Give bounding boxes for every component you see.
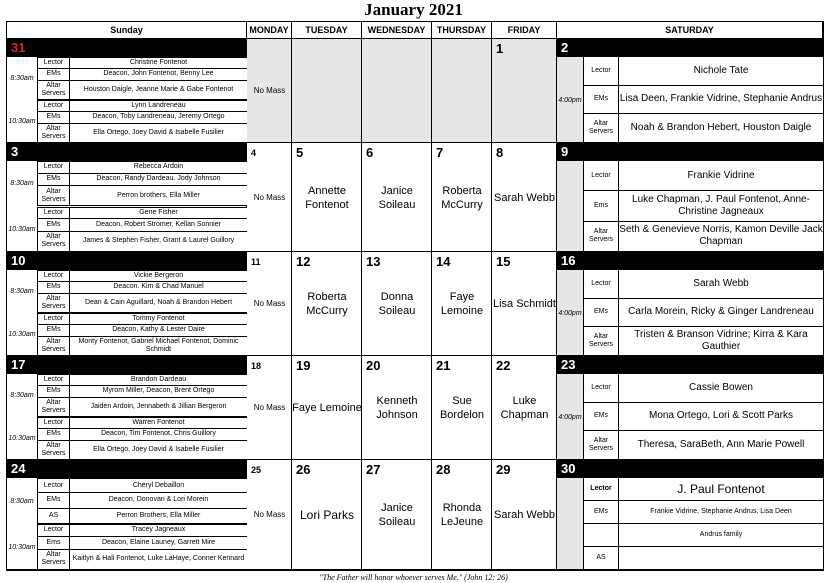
mass-time	[557, 478, 583, 570]
assignment-row	[37, 100, 247, 112]
role-label: EMs	[38, 386, 70, 397]
header-saturday: SATURDAY	[557, 22, 823, 39]
mass-time: 8:30am	[10, 392, 34, 399]
page-title: January 2021	[364, 0, 463, 19]
role-label: Altar Servers	[38, 232, 70, 251]
assignment-row	[37, 69, 247, 81]
assigned-names: Frankie Vidrine	[687, 169, 755, 181]
day-number: 12	[296, 254, 311, 269]
day-number: 13	[366, 254, 381, 269]
role-label: Altar Servers	[38, 550, 70, 569]
calendar-grid	[6, 21, 824, 571]
mass-time: 10:30am	[8, 435, 36, 442]
assignment-row	[37, 219, 247, 232]
saturday-assignment-row	[583, 222, 823, 252]
day-number: 15	[496, 254, 511, 269]
sunday-date-band	[7, 356, 247, 374]
assignment-row	[37, 57, 247, 69]
assigned-names: Noah & Brandon Hebert, Houston Daigle	[630, 122, 812, 134]
day-assignment: Luke Chapman	[500, 395, 549, 421]
header-friday: FRIDAY	[492, 22, 557, 39]
saturday-assignment-row	[583, 191, 823, 221]
day-assignment: Sarah Webb	[494, 509, 555, 521]
saturday-assignment-row	[583, 403, 823, 432]
assigned-names: Ella Ortego, Joey David & Isabelle Fusilier	[70, 441, 247, 459]
day-assignment: No Mass	[253, 510, 286, 519]
role-label: Lector	[38, 162, 70, 173]
saturday-assignment-row	[583, 57, 823, 86]
day-number: 5	[296, 145, 304, 160]
role-label: Altar Servers	[38, 124, 70, 142]
day-assignment: Donna Soileau	[378, 291, 416, 317]
mass-time: 8:30am	[10, 497, 34, 505]
mass-time: 4:00pm	[558, 309, 582, 317]
role-label: Altar Servers	[38, 186, 70, 205]
assigned-names: Cassie Bowen	[689, 381, 753, 393]
assigned-names: Jaiden Ardoin, Jennabeth & Jillian Bergeron	[70, 398, 247, 416]
footer-quote: "The Father will honor whoever serves Me." (John 12: 26)	[319, 573, 508, 582]
assignment-row	[37, 270, 247, 282]
day-assignment: Janice Soileau	[378, 502, 416, 528]
header-sunday: Sunday	[7, 22, 247, 39]
role-label: Lector	[584, 57, 619, 85]
day-number: 6	[366, 145, 374, 160]
saturday-date-band	[557, 252, 823, 270]
assignment-row	[37, 386, 247, 398]
role-label: Lector	[38, 375, 70, 385]
assigned-names: Tristen & Branson Vidrine; Kirra & Kara Gauthier	[634, 329, 808, 353]
assignment-row	[37, 417, 247, 429]
sunday-date-band	[7, 143, 247, 161]
day-assignment: Faye Lemoine	[440, 291, 484, 317]
assigned-names: Luke Chapman, J. Paul Fontenot, Anne-Christine Jagneaux	[632, 193, 810, 217]
day-assignment: Lisa Schmidt	[493, 298, 556, 310]
assigned-names: Dean & Cain Aguillard, Noah & Brandon Hebert	[70, 294, 247, 312]
assigned-names: Warren Fontenot	[70, 418, 247, 428]
assigned-names: Sarah Webb	[693, 277, 749, 289]
role-label: Lector	[38, 479, 70, 492]
saturday-date-band	[557, 39, 823, 57]
role-label: Altar Servers	[584, 431, 619, 459]
role-label: EMs	[584, 403, 619, 431]
assignment-row	[37, 441, 247, 460]
header-monday: MONDAY	[247, 22, 292, 39]
role-label: Lector	[38, 418, 70, 428]
day-number: 20	[366, 358, 381, 373]
day-assignment: No Mass	[253, 192, 286, 202]
day-assignment	[492, 57, 557, 125]
day-assignment: Lori Parks	[299, 508, 355, 522]
day-assignment: Faye Lemoine	[292, 402, 362, 414]
sunday-date: 3	[11, 144, 19, 159]
assigned-names: Ella Ortego, Joey David & Isabelle Fusilier	[70, 124, 247, 142]
assigned-names: Lisa Deen, Frankie Vidrine, Stephanie Andrus	[619, 93, 823, 105]
role-label: Lector	[38, 101, 70, 111]
saturday-date-band	[557, 143, 823, 161]
sunday-date: 17	[11, 357, 26, 372]
assigned-names: Brandon Dardeau	[70, 375, 247, 385]
header-thursday: THURSDAY	[432, 22, 492, 39]
day-assignment: Roberta McCurry	[306, 291, 348, 317]
assigned-names: James & Stephen Fisher, Grant & Laurel Guillory	[70, 232, 247, 251]
day-number: 19	[296, 358, 311, 373]
assigned-names: Cheryl Debaillon	[70, 479, 247, 492]
assigned-names: Myrom Miller, Deacon, Brent Ortego	[70, 386, 247, 397]
mass-time	[557, 161, 583, 252]
role-label: Ems	[584, 191, 619, 220]
assigned-names: Deacon, Tim Fontenot, Chris Guillory	[70, 429, 247, 440]
day-assignment: Sue Bordelon	[439, 395, 485, 421]
saturday-date: 30	[561, 461, 576, 476]
saturday-assignment-row	[583, 374, 823, 403]
mass-time: 10:30am	[8, 225, 36, 233]
day-number: 26	[296, 462, 311, 477]
role-label: Lector	[584, 161, 619, 190]
role-label: Altar Servers	[584, 222, 619, 251]
saturday-date: 2	[561, 40, 569, 55]
role-label: Altar Servers	[584, 114, 619, 142]
assigned-names: Frankie Vidrine, Stephanie Andrus, Lisa Deen	[650, 508, 792, 515]
saturday-assignment-row	[583, 501, 823, 524]
role-label: EMs	[38, 429, 70, 440]
assigned-names: Deacon, Robert Stromer, Kellan Sonnier	[70, 219, 247, 231]
assigned-names: Tommy Fontenot	[70, 314, 247, 324]
assignment-row	[37, 374, 247, 386]
assigned-names: Kaitlyn & Hali Fontenot, Luke LaHaye, Conner Kennard	[70, 550, 247, 569]
assigned-names	[619, 547, 823, 569]
assigned-names: Deacon, Kathy & Lester Daire	[70, 325, 247, 336]
assignment-row	[37, 493, 247, 508]
assigned-names: Deacon, John Fontenot, Benny Lee	[70, 69, 247, 80]
role-label: Altar Servers	[38, 441, 70, 459]
day-number: 4	[251, 148, 257, 158]
mass-time: 8:30am	[10, 75, 34, 82]
assigned-names: Gene Fisher	[70, 208, 247, 219]
day-number: 27	[366, 462, 381, 477]
role-label: Lector	[38, 271, 70, 281]
assigned-names: Deacon, Toby Landreneau, Jeremy Ortego	[70, 112, 247, 123]
assigned-names: Deacon. Kim & Chad Manuel	[70, 282, 247, 293]
role-label: AS	[584, 547, 619, 569]
assignment-row	[37, 524, 247, 537]
mass-time: 10:30am	[8, 543, 36, 551]
role-label: Altar Servers	[38, 398, 70, 416]
day-assignment	[292, 57, 362, 125]
day-assignment: Kenneth Johnson	[376, 395, 418, 421]
saturday-date: 9	[561, 144, 569, 159]
assigned-names: Houston Daigle, Jeanne Marie & Gabe Fontenot	[70, 81, 247, 99]
assignment-row	[37, 313, 247, 325]
assigned-names: Deacon, Donovan & Lori Morein	[70, 493, 247, 507]
day-assignment	[362, 57, 432, 125]
assignment-row	[37, 325, 247, 337]
assigned-names: Deacon, Randy Dardeau. Jody Johnson	[70, 174, 247, 186]
saturday-assignment-row	[583, 270, 823, 299]
day-assignment: Roberta McCurry	[441, 184, 483, 211]
saturday-date: 23	[561, 357, 576, 372]
role-label: EMs	[584, 501, 619, 523]
role-label: Lector	[38, 208, 70, 219]
role-label: Lector	[584, 374, 619, 402]
day-number: 7	[436, 145, 444, 160]
day-number: 28	[436, 462, 451, 477]
sunday-date: 10	[11, 253, 26, 268]
assignment-row	[37, 232, 247, 252]
mass-time: 4:00pm	[558, 96, 582, 104]
assignment-row	[37, 294, 247, 313]
mass-time: 10:30am	[8, 331, 36, 338]
mass-time: 8:30am	[10, 180, 34, 188]
assigned-names: Christine Fontenot	[70, 58, 247, 68]
day-number: 21	[436, 358, 451, 373]
assigned-names: Tracey Jagneaux	[70, 525, 247, 536]
assignment-row	[37, 337, 247, 356]
assignment-row	[37, 161, 247, 174]
role-label: EMs	[584, 299, 619, 327]
saturday-date-band	[557, 460, 823, 478]
day-assignment: No Mass	[253, 403, 286, 412]
day-assignment: No Mass	[253, 86, 286, 95]
day-assignment	[432, 57, 492, 125]
role-label	[584, 524, 619, 546]
saturday-assignment-row	[583, 299, 823, 328]
assigned-names: Rebecca Ardoin	[70, 162, 247, 173]
assignment-row	[37, 398, 247, 417]
role-label: AS	[38, 509, 70, 523]
assignment-row	[37, 537, 247, 550]
assigned-names: Vickie Bergeron	[70, 271, 247, 281]
assigned-names: J. Paul Fontenot	[677, 482, 765, 496]
saturday-assignment-row	[583, 431, 823, 460]
day-assignment: No Mass	[253, 299, 286, 308]
mass-time: 10:30am	[8, 118, 36, 125]
assigned-names: Monty Fontenot, Gabriel Michael Fontenot, Dominic Schmidt	[70, 337, 247, 355]
saturday-assignment-row	[583, 114, 823, 143]
assigned-names: Lynn Landreneau	[70, 101, 247, 111]
assigned-names: Andrus family	[699, 531, 743, 538]
saturday-assignment-row	[583, 86, 823, 115]
role-label: EMs	[38, 112, 70, 123]
assignment-row	[37, 509, 247, 524]
sunday-date: 31	[11, 40, 26, 55]
role-label: EMs	[38, 493, 70, 507]
role-label: Lector	[38, 314, 70, 324]
mass-time: 4:00pm	[558, 413, 582, 421]
day-number: 11	[251, 257, 261, 267]
assignment-row	[37, 282, 247, 294]
header-wednesday: WEDNESDAY	[362, 22, 432, 39]
day-number: 8	[496, 145, 504, 160]
role-label: Ems	[38, 537, 70, 549]
saturday-assignment-row	[583, 547, 823, 570]
role-label: Altar Servers	[38, 337, 70, 355]
assigned-names: Theresa, SaraBeth, Ann Marie Powell	[637, 439, 805, 451]
assigned-names: Perron Brothers, Ella Miller	[70, 509, 247, 523]
assignment-row	[37, 81, 247, 100]
sunday-date-band	[7, 252, 247, 270]
day-number: 1	[496, 41, 504, 56]
assignment-row	[37, 174, 247, 187]
sunday-date: 24	[11, 461, 26, 476]
day-number: 22	[496, 358, 511, 373]
role-label: EMs	[38, 219, 70, 231]
saturday-date: 16	[561, 253, 576, 268]
role-label: Lector	[38, 525, 70, 536]
day-assignment: Rhonda LeJeune	[440, 502, 484, 528]
assigned-names: Nichole Tate	[693, 64, 749, 76]
saturday-assignment-row	[583, 327, 823, 356]
assignment-row	[37, 429, 247, 441]
day-assignment: Sarah Webb	[494, 191, 555, 204]
saturday-assignment-row	[583, 524, 823, 547]
assigned-names: Perron brothers, Ella Miller	[70, 186, 247, 205]
role-label: EMs	[38, 174, 70, 186]
assigned-names: Seth & Genevieve Norris, Kamon Deville Jack Chapman	[619, 224, 823, 248]
role-label: Lector	[584, 270, 619, 298]
day-assignment: Annette Fontenot	[305, 184, 349, 211]
role-label: Lector	[584, 478, 619, 500]
saturday-assignment-row	[583, 478, 823, 501]
saturday-date-band	[557, 356, 823, 374]
day-number: 14	[436, 254, 451, 269]
day-assignment: Janice Soileau	[378, 184, 416, 211]
assignment-row	[37, 478, 247, 493]
assignment-row	[37, 550, 247, 570]
role-label: EMs	[38, 282, 70, 293]
role-label: Altar Servers	[584, 327, 619, 355]
role-label: EMs	[38, 325, 70, 336]
role-label: EMs	[38, 69, 70, 80]
assigned-names: Mona Ortego, Lori & Scott Parks	[649, 410, 793, 422]
mass-time: 8:30am	[10, 288, 34, 295]
assignment-row	[37, 112, 247, 124]
role-label: Lector	[38, 58, 70, 68]
assigned-names: Deacon, Elaine Launey, Garrett Mire	[70, 537, 247, 549]
day-number: 29	[496, 462, 511, 477]
day-number: 25	[251, 465, 262, 475]
role-label: EMs	[584, 86, 619, 114]
role-label: Altar Servers	[38, 294, 70, 312]
saturday-assignment-row	[583, 161, 823, 191]
assignment-row	[37, 124, 247, 143]
assigned-names: Carla Morein, Ricky & Ginger Landreneau	[628, 306, 814, 318]
assignment-row	[37, 186, 247, 206]
header-tuesday: TUESDAY	[292, 22, 362, 39]
sunday-date-band	[7, 39, 247, 57]
role-label: Altar Servers	[38, 81, 70, 99]
assignment-row	[37, 207, 247, 220]
day-number: 18	[251, 361, 262, 371]
sunday-date-band	[7, 460, 247, 478]
